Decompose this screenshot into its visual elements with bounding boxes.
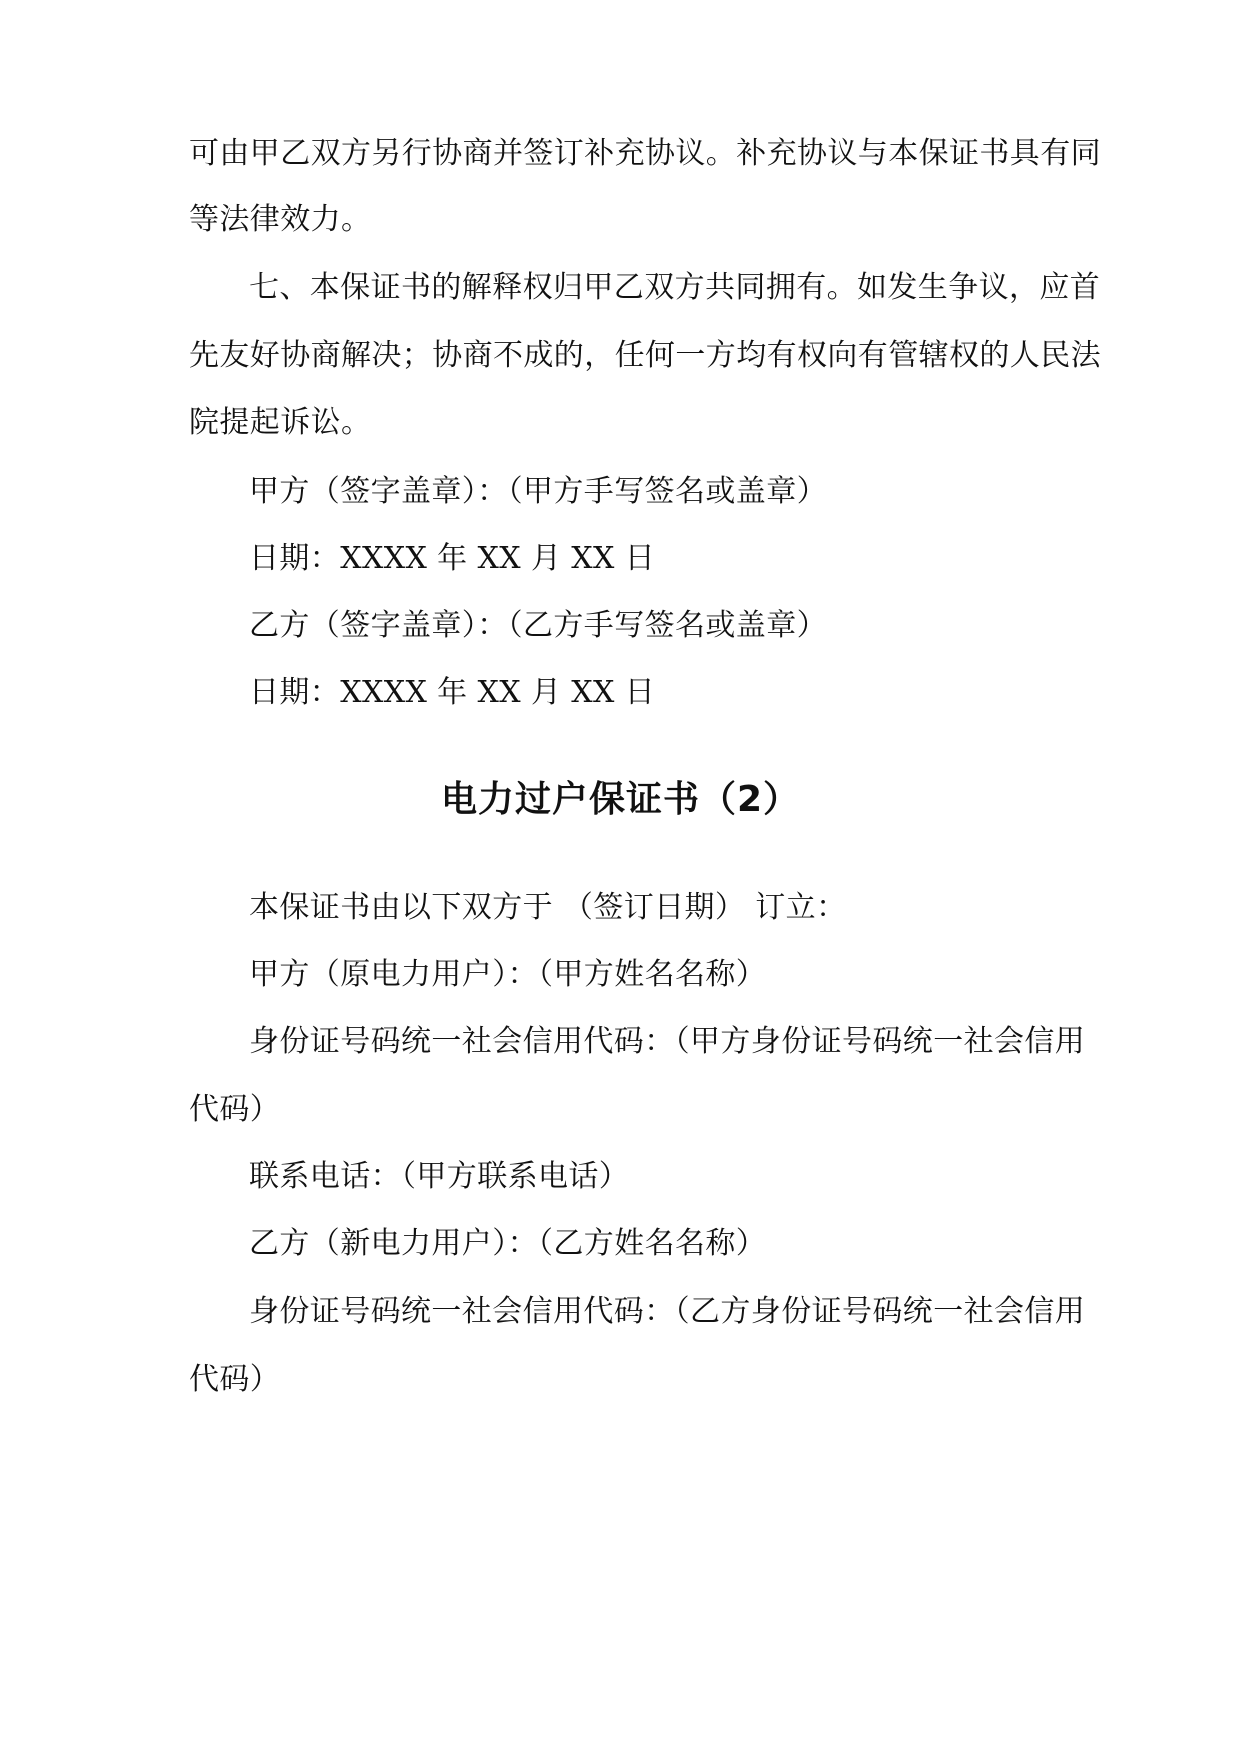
party-b-id-line-cont: 代码） — [189, 1362, 281, 1397]
paragraph-line: 等法律效力。 — [189, 202, 372, 237]
party-a-name-line: 甲方（原电力用户）：（甲方姓名名称） — [249, 957, 767, 992]
party-a-id-line-cont: 代码） — [189, 1092, 281, 1127]
paragraph-line: 本保证书由以下双方于 （签订日期） 订立： — [249, 890, 847, 925]
party-a-date-line: 日期：XXXX 年 XX 月 XX 日 — [249, 541, 656, 576]
party-a-signature-line: 甲方（签字盖章）：（甲方手写签名或盖章） — [249, 474, 827, 509]
party-b-id-line: 身份证号码统一社会信用代码：（乙方身份证号码统一社会信用 — [249, 1294, 1086, 1329]
paragraph-line: 先友好协商解决；协商不成的，任何一方均有权向有管辖权的人民法 — [189, 338, 1101, 373]
party-b-signature-line: 乙方（签字盖章）：（乙方手写签名或盖章） — [249, 608, 827, 643]
document-title: 电力过户保证书（2） — [440, 779, 801, 820]
party-b-name-line: 乙方（新电力用户）：（乙方姓名名称） — [249, 1226, 767, 1261]
paragraph-line: 可由甲乙双方另行协商并签订补充协议。补充协议与本保证书具有同 — [189, 136, 1101, 171]
party-b-date-line: 日期：XXXX 年 XX 月 XX 日 — [249, 675, 656, 710]
party-a-id-line: 身份证号码统一社会信用代码：（甲方身份证号码统一社会信用 — [249, 1024, 1086, 1059]
party-a-phone-line: 联系电话：（甲方联系电话） — [249, 1159, 630, 1194]
paragraph-line: 七、本保证书的解释权归甲乙双方共同拥有。如发生争议，应首 — [249, 270, 1101, 305]
paragraph-line: 院提起诉讼。 — [189, 405, 372, 440]
